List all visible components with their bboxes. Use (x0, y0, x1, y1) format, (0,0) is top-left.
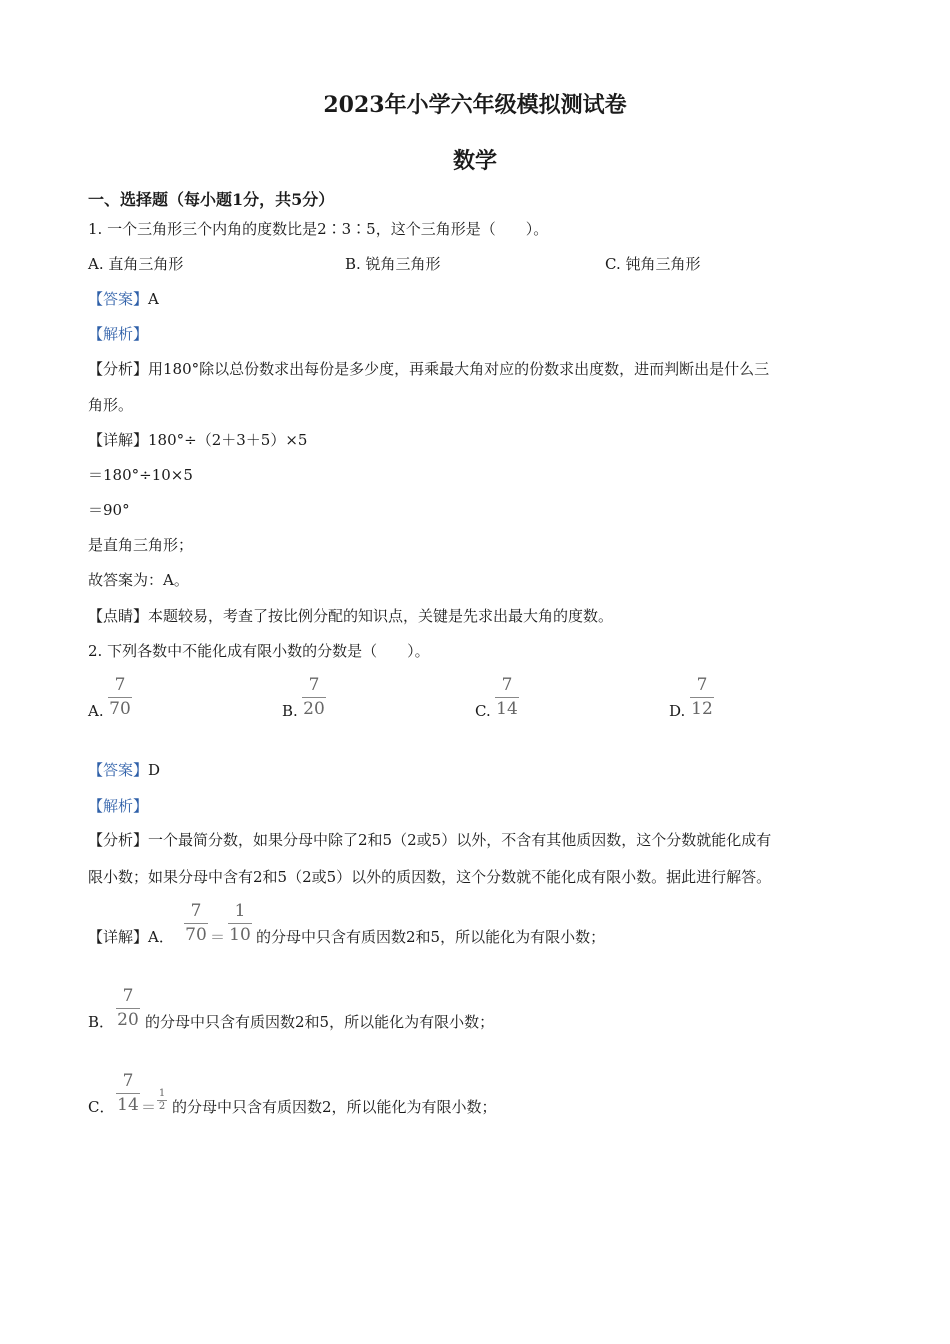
q2-option-a-label: A. (88, 702, 104, 720)
q1-fenxi-line2: 角形。 (88, 396, 134, 414)
q1-comment-row (88, 609, 613, 624)
answer-tag: 【答案】 (88, 761, 149, 779)
q2-detail-a-fraction-2 (228, 903, 252, 944)
q1-detail-line4: 是直角三角形； (88, 536, 194, 554)
q1-option-b: B. 锐角三角形 (345, 255, 441, 273)
q2-detail-c-label: C． (88, 1098, 115, 1116)
q2-option-b-fraction (302, 677, 326, 718)
q2-detail-c-fraction-1 (116, 1073, 140, 1114)
q1-answer-row (88, 292, 159, 307)
analysis-tag: 【解析】 (88, 797, 149, 815)
q1-detail-line2: ＝180°÷10×5 (88, 466, 193, 484)
q2-answer: D (148, 761, 161, 779)
fenxi-tag: 【分析】 (88, 360, 149, 378)
fraction-numerator: 7 (122, 1071, 134, 1091)
section-heading: 一、选择题（每小题1分，共5分） (88, 190, 335, 209)
q2-answer-row (88, 763, 160, 778)
fraction-numerator: 7 (114, 675, 126, 695)
q1-detail-line1: 180°÷（2＋3＋5）×5 (148, 431, 308, 449)
fraction-numerator: 7 (190, 901, 202, 921)
q2-detail-a-head (88, 930, 174, 945)
detail-tag: 【详解】 (88, 928, 149, 946)
fraction-denominator: 70 (185, 925, 207, 945)
q2-option-b-label: B. (282, 702, 298, 720)
detail-tag: 【详解】 (88, 431, 149, 449)
q2-detail-b-fraction (116, 988, 140, 1029)
q2-option-a-fraction (108, 677, 132, 718)
q1-fenxi-row (88, 362, 769, 377)
q2-detail-a-text: 的分母中只含有质因数2和5，所以能化为有限小数； (256, 928, 606, 946)
q1-detail-row (88, 433, 307, 448)
fraction-numerator: 7 (308, 675, 320, 695)
q1-detail-line3: ＝90° (88, 501, 130, 519)
fraction-numerator: 7 (696, 675, 708, 695)
q2-detail-a-fraction-1 (184, 903, 208, 944)
fraction-denominator: 2 (158, 1101, 166, 1112)
q1-option-c: C. 钝角三角形 (605, 255, 701, 273)
comment-tag: 【点睛】 (88, 607, 149, 625)
q1-answer: A (148, 290, 159, 308)
q2-detail-b-label: B． (88, 1013, 115, 1031)
answer-tag: 【答案】 (88, 290, 149, 308)
page-title: 2023年小学六年级模拟测试卷 (323, 92, 627, 118)
fraction-numerator: 1 (158, 1088, 166, 1099)
fraction-numerator: 7 (501, 675, 513, 695)
fenxi-tag: 【分析】 (88, 831, 149, 849)
q1-comment: 本题较易，考查了按比例分配的知识点，关键是先求出最大角的度数。 (148, 607, 614, 625)
q2-detail-a-label: A． (148, 928, 174, 946)
fraction-denominator: 14 (496, 699, 518, 719)
equals-sign: ＝ (210, 928, 226, 946)
fraction-denominator: 14 (117, 1095, 139, 1115)
fraction-denominator: 20 (117, 1010, 139, 1030)
q1-detail-line5: 故答案为：A。 (88, 571, 189, 589)
analysis-tag: 【解析】 (88, 325, 149, 343)
subject-title: 数学 (452, 148, 497, 174)
q2-detail-c-text: 的分母中只含有质因数2，所以能化为有限小数； (172, 1098, 497, 1116)
q2-option-d-fraction (690, 677, 714, 718)
q2-fenxi-row (88, 833, 771, 848)
q1-stem: 1. 一个三角形三个内角的度数比是2∶3∶5，这个三角形是（ ）。 (88, 220, 549, 238)
fraction-denominator: 20 (303, 699, 325, 719)
q2-stem: 2. 下列各数中不能化成有限小数的分数是（ ）。 (88, 642, 430, 660)
q2-option-c-fraction (495, 677, 519, 718)
q2-option-c-label: C. (475, 702, 491, 720)
fraction-numerator: 7 (122, 986, 134, 1006)
fraction-denominator: 70 (109, 699, 131, 719)
fraction-denominator: 10 (229, 925, 251, 945)
q2-detail-b-text: 的分母中只含有质因数2和5，所以能化为有限小数； (145, 1013, 495, 1031)
q2-option-d-label: D. (669, 702, 686, 720)
q2-fenxi-line1: 一个最简分数，如果分母中除了2和5（2或5）以外，不含有其他质因数，这个分数就能化成有 (148, 831, 772, 849)
fraction-numerator: 1 (234, 901, 246, 921)
q1-fenxi-line1: 用180°除以总份数求出每份是多少度，再乘最大角对应的份数求出度数，进而判断出是什么三 (148, 360, 770, 378)
q2-fenxi-line2: 限小数；如果分母中含有2和5（2或5）以外的质因数，这个分数就不能化成有限小数。据此进行解答。 (88, 868, 772, 886)
q2-detail-c-fraction-2 (157, 1089, 167, 1112)
equals-sign: ＝ (141, 1098, 157, 1116)
q1-option-a: A. 直角三角形 (88, 255, 184, 273)
fraction-denominator: 12 (691, 699, 713, 719)
